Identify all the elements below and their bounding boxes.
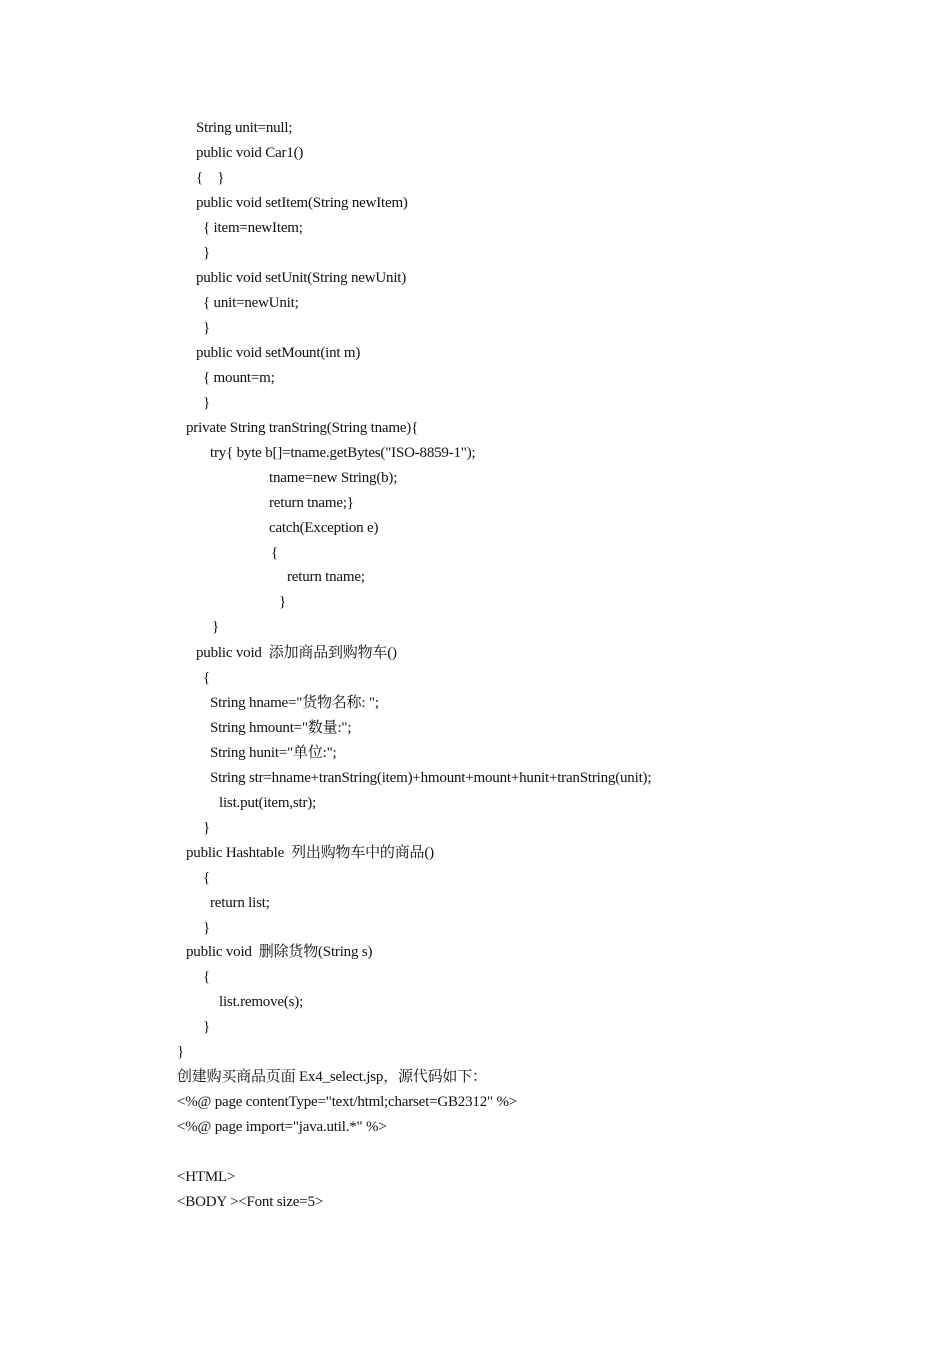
code-line: public void setMount(int m) (196, 345, 361, 361)
code-line: list.remove(s); (219, 994, 304, 1010)
code-line: <HTML> (177, 1169, 236, 1185)
code-line: } (177, 1044, 184, 1060)
code-line: String hname="货物名称: "; (210, 695, 379, 711)
code-line: public void 添加商品到购物车() (196, 645, 397, 661)
code-line: <BODY ><Font size=5> (177, 1194, 324, 1210)
code-line: { (203, 969, 210, 985)
code-line: return list; (210, 895, 270, 911)
code-line: { unit=newUnit; (203, 295, 299, 311)
code-line: private String tranString(String tname){ (186, 420, 419, 436)
code-line: public void setUnit(String newUnit) (196, 270, 407, 286)
code-line: { (203, 670, 210, 686)
code-line: { (203, 870, 210, 886)
code-line: list.put(item,str); (219, 795, 317, 811)
code-line: catch(Exception e) (269, 520, 379, 536)
code-line: String unit=null; (196, 120, 293, 136)
code-line: return tname; (287, 569, 365, 585)
code-line: <%@ page import="java.util.*" %> (177, 1119, 387, 1135)
code-line: } (203, 395, 210, 411)
code-line: String hunit="单位:"; (210, 745, 337, 761)
code-line: public void setItem(String newItem) (196, 195, 408, 211)
code-line: public void Car1() (196, 145, 304, 161)
code-line: { (271, 545, 278, 561)
code-line: { item=newItem; (203, 220, 303, 236)
code-line: <%@ page contentType="text/html;charset=GB2312" %> (177, 1094, 518, 1110)
code-line: String hmount="数量:"; (210, 720, 352, 736)
code-line: return tname;} (269, 495, 354, 511)
code-line: try{ byte b[]=tname.getBytes("ISO-8859-1"); (210, 445, 476, 461)
code-line: { mount=m; (203, 370, 275, 386)
code-line: } (203, 920, 210, 936)
code-line: } (279, 594, 286, 610)
code-line: } (203, 820, 210, 836)
code-line: } (212, 619, 219, 635)
code-line: tname=new String(b); (269, 470, 398, 486)
code-line: } (203, 245, 210, 261)
code-line: { } (196, 170, 225, 186)
code-line: } (203, 320, 210, 336)
code-line: } (203, 1019, 210, 1035)
prose-line: 创建购买商品页面 Ex4_select.jsp，源代码如下： (177, 1069, 487, 1085)
code-line: public void 删除货物(String s) (186, 944, 373, 960)
code-line: public Hashtable 列出购物车中的商品() (186, 845, 434, 861)
code-line: String str=hname+tranString(item)+hmount+mount+hunit+tranString(unit); (210, 770, 652, 786)
